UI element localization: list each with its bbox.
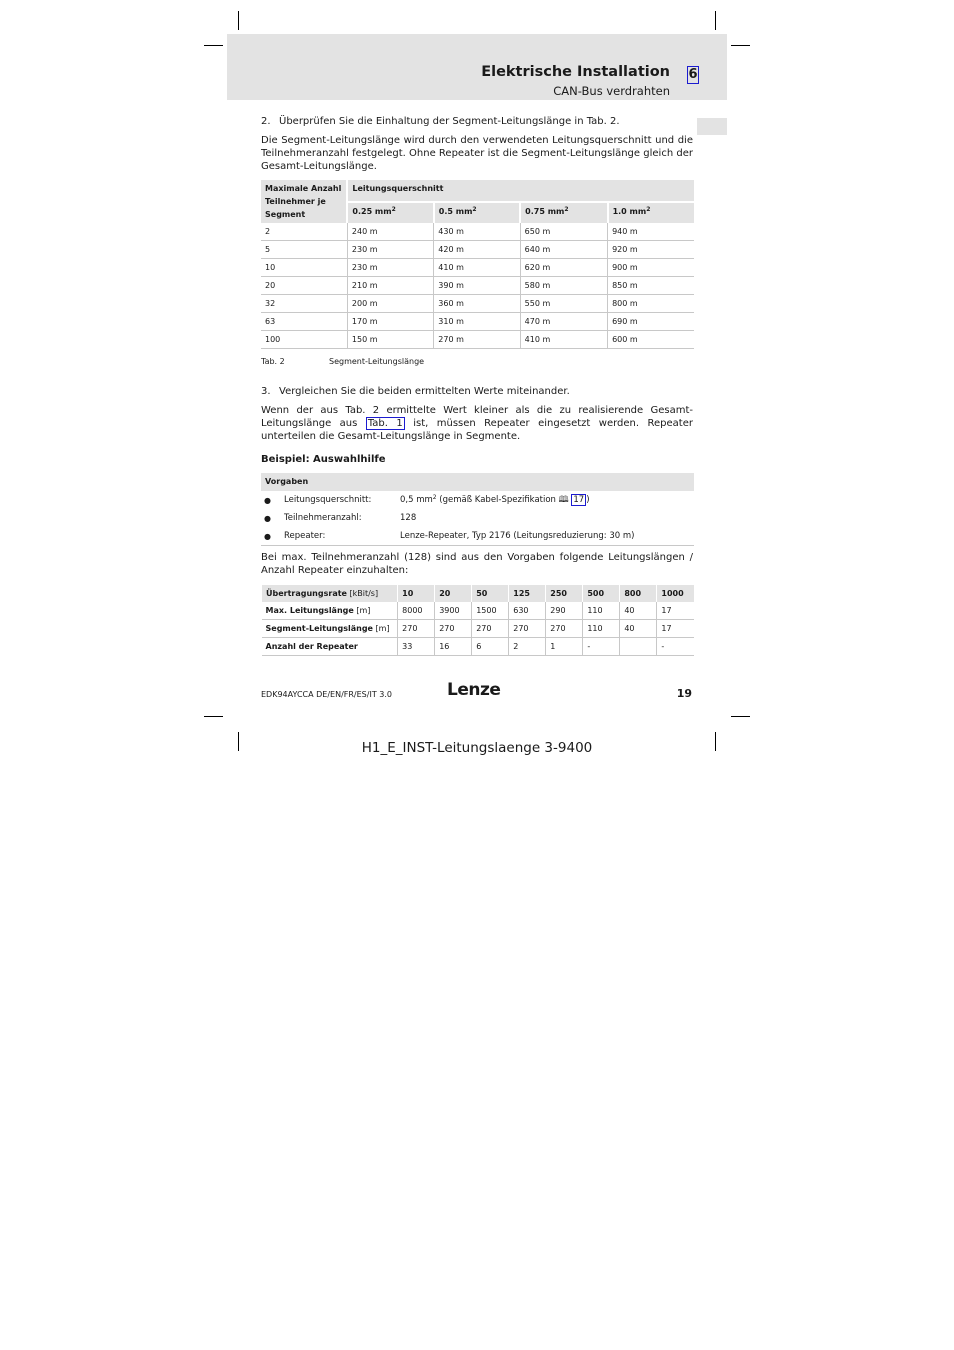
step-number: 2. [261,116,271,127]
table-cell: 110 [583,602,620,620]
crop-mark [238,11,239,30]
chapter-subtitle: CAN-Bus verdrahten [553,84,670,98]
table-cell: 150 m [347,331,433,349]
table-row [262,602,695,620]
table-cell: 900 m [608,259,694,277]
list-item: ● Teilnehmeranzahl: 128 [261,509,694,527]
table-row [261,313,694,331]
document-code: EDK94AYCCA DE/EN/FR/ES/IT 3.0 [261,690,392,699]
col-header-cross-section-value: 1.0 $mm^2$ [608,202,694,224]
chapter-title: Elektrische Installation [481,64,670,80]
rate-header-value: 800 [620,585,657,602]
table-cell: 1500 [472,602,509,620]
vorgaben-box [261,473,694,546]
transfer-rate-table [261,585,694,656]
rate-header-value: 1000 [657,585,694,602]
table-cell: 270 [509,620,546,638]
table-cell: 17 [657,602,694,620]
table-cell: 270 [398,620,435,638]
rate-header-value: 500 [583,585,620,602]
example-heading: Beispiel: Auswahlhilfe [261,454,386,465]
step-number: 3. [261,386,271,397]
col-header-cross-section: Leitungsquerschnitt [347,180,694,202]
table-cell: 850 m [608,277,694,295]
table-cell: 550 m [520,295,607,313]
crop-mark [731,716,750,717]
col-header-cross-section-value: 0.25 $mm^2$ [347,202,433,224]
tab1-link[interactable]: Tab. 1 [367,418,403,429]
table-cell: 600 m [608,331,694,349]
page-content [261,115,693,656]
result-paragraph: Bei max. Teilnehmeranzahl (128) sind aus den Vorgaben folgende Leitungslängen / Anzahl Repeater einzuhalten: [261,552,693,576]
repeater-paragraph: Wenn der aus Tab. 2 ermittelte Wert kleiner als die zu realisierende Gesamt-Leitungslänge aus Tab. 1 ist, müssen Repeater eingesetzt werden. Repeater unterteilen die Gesamt-Leitungslänge in Segmente. [261,405,693,442]
list-item: ● Repeater: Lenze-Repeater, Typ 2176 (Leitungsreduzierung: 30 m) [261,527,694,546]
table-row [261,295,694,313]
table-cell: 33 [398,638,435,656]
table-row [261,259,694,277]
table-cell: 210 m [347,277,433,295]
table-cell: 580 m [520,277,607,295]
table-cell: 100 [261,331,347,349]
table-row [261,277,694,295]
book-icon: 🕮 [558,494,569,505]
step-text: Vergleichen Sie die beiden ermittelten Werte miteinander. [279,386,570,397]
table-cell: 270 m [434,331,520,349]
crop-mark [204,45,223,46]
bullet-icon: ● [264,513,271,523]
table-cell: 620 m [520,259,607,277]
table-caption [261,355,693,368]
step-3 [261,385,693,398]
rate-header-label: Übertragungsrate [kBit/s] [262,585,398,602]
table-cell: 410 m [434,259,520,277]
rate-header-value: 250 [546,585,583,602]
row-label: Anzahl der Repeater [262,638,398,656]
table-cell: 630 [509,602,546,620]
table-cell: 310 m [434,313,520,331]
rate-header-value: 50 [472,585,509,602]
table-cell: 920 m [608,241,694,259]
crop-mark [204,716,223,717]
segment-length-table [261,180,694,349]
table-row [261,331,694,349]
table-cell: 2 [509,638,546,656]
table-cell: 800 m [608,295,694,313]
lenze-logo: Lenze [447,680,501,700]
rate-header-value: 125 [509,585,546,602]
col-header-cross-section-value: 0.75 $mm^2$ [520,202,607,224]
table-cell: 1 [546,638,583,656]
table-cell: - [657,638,694,656]
table-row [262,638,695,656]
col-header-participants: Maximale Anzahl Teilnehmer je Segment [261,180,347,223]
caption-number: Tab. 2 [261,357,285,366]
table-cell: 360 m [434,295,520,313]
crop-mark [731,45,750,46]
row-label: Segment-Leitungslänge [m] [262,620,398,638]
table-cell: 16 [435,638,472,656]
table-cell: 940 m [608,223,694,241]
table-cell: 2 [261,223,347,241]
table-cell: 270 [435,620,472,638]
table-cell: 5 [261,241,347,259]
rate-header-value: 20 [435,585,472,602]
table-cell: 270 [472,620,509,638]
caption-text: Segment-Leitungslänge [329,357,425,366]
table-row [261,223,694,241]
crop-mark [715,11,716,30]
table-cell: 410 m [520,331,607,349]
table-cell: 32 [261,295,347,313]
table-cell: 110 [583,620,620,638]
table-cell: 20 [261,277,347,295]
table-row [261,241,694,259]
table-cell: - [583,638,620,656]
rate-header-value: 10 [398,585,435,602]
step-2 [261,115,693,128]
table-cell: 650 m [520,223,607,241]
row-label: Max. Leitungslänge [m] [262,602,398,620]
bullet-icon: ● [264,495,271,505]
table-cell: 240 m [347,223,433,241]
table-cell: 390 m [434,277,520,295]
table-cell: 40 [620,620,657,638]
table-cell: 640 m [520,241,607,259]
intro-paragraph: Die Segment-Leitungslänge wird durch den verwendeten Leitungsquerschnitt und die Teilnehmeranzahl festgelegt. Ohne Repeater ist die Segment-Leitungslänge gleich der Gesamt-Leitungslänge. [261,135,693,172]
table-cell: 270 [546,620,583,638]
col-header-cross-section-value: 0.5 $mm^2$ [434,202,520,224]
table-cell: 200 m [347,295,433,313]
side-tab [697,118,727,135]
table-cell: 40 [620,602,657,620]
table-cell: 170 m [347,313,433,331]
chapter-number[interactable]: 6 [688,67,698,82]
file-label: H1_E_INST-Leitungslaenge 3-9400 [361,740,593,756]
bullet-icon: ● [264,531,271,541]
table-cell: 10 [261,259,347,277]
table-cell: 290 [546,602,583,620]
page-17-link[interactable]: 17 [573,494,585,505]
table-cell: 690 m [608,313,694,331]
table-cell: 430 m [434,223,520,241]
table-cell: 420 m [434,241,520,259]
page-number: 19 [676,687,692,700]
table-cell: 230 m [347,259,433,277]
table-cell: 8000 [398,602,435,620]
table-cell: 63 [261,313,347,331]
list-item: ● Leitungsquerschnitt: 0,5 $mm^2$ (gemäß Kabel-Spezifikation 🕮 17 ) [261,491,694,509]
step-text: Überprüfen Sie die Einhaltung der Segment-Leitungslänge in Tab. 2. [279,116,620,127]
table-row [262,620,695,638]
table-cell: 230 m [347,241,433,259]
vorgaben-title: Vorgaben [261,473,694,491]
table-cell: 470 m [520,313,607,331]
table-cell: 3900 [435,602,472,620]
table-cell [620,638,657,656]
table-cell: 17 [657,620,694,638]
table-cell: 6 [472,638,509,656]
